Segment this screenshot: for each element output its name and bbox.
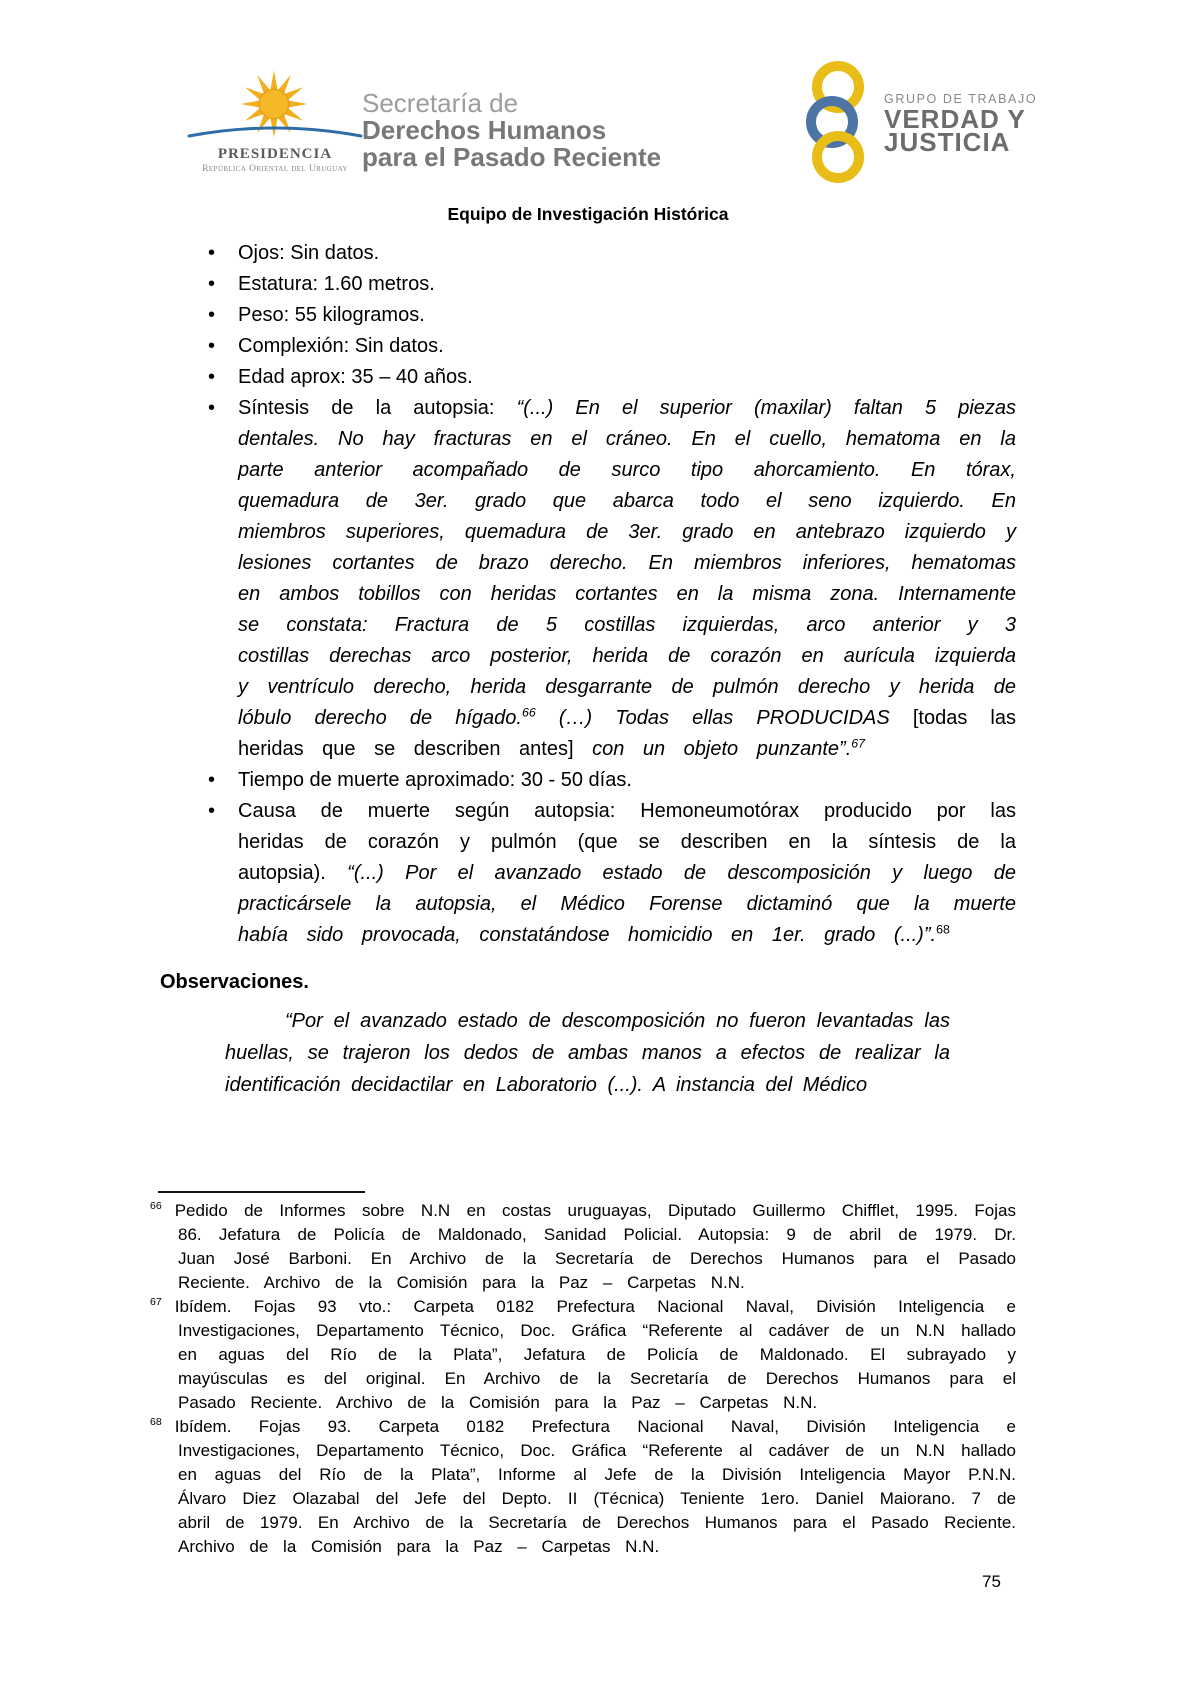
footnote-separator xyxy=(158,1191,365,1193)
presidencia-name: PRESIDENCIA xyxy=(217,146,333,162)
footnote-text: Ibídem. Fojas 93 vto.: Carpeta 0182 Prefectura Nacional Naval, División Inteligencia e Investigaciones, Departamento Técnico, Doc. Gráfica “Referente al cadáver de un N.N hallado en aguas del Río de la Plata”, Jefatura de Policía de Maldonado. El subrayado y mayúsculas es del original. En Archivo de la Secretaría de Derechos Humanos para el Pasado Reciente. Archivo de la Comisión para la Paz – Carpetas N.N. xyxy=(174,1297,1016,1412)
bullet-item: • Estatura: 1.60 metros. xyxy=(160,269,1016,300)
secretaria-wordmark xyxy=(362,90,692,171)
bullet-item: • Edad aprox: 35 – 40 años. xyxy=(160,362,1016,393)
bullet-item: • Peso: 55 kilogramos. xyxy=(160,300,1016,331)
presidencia-logo xyxy=(185,60,365,190)
attribute-list xyxy=(160,238,1016,951)
grupo-line1: GRUPO DE TRABAJO xyxy=(884,92,1038,106)
observations-paragraph: “Por el avanzado estado de descomposición no fueron levantadas las huellas, se trajeron los dedos de ambas manos a efectos de realizar la identificación decidactilar en Laboratorio (...). A instancia del Médico xyxy=(225,1010,950,1096)
footnote-text: Pedido de Informes sobre N.N en costas uruguayas, Diputado Guillermo Chifflet, 1995. Fojas 86. Jefatura de Policía de Maldonado, Sanidad Policial. Autopsia: 9 de abril de 1979. Dr. Juan José Barboni. En Archivo de la Secretaría de Derechos Humanos para el Pasado Reciente. Archivo de la Comisión para la Paz – Carpetas N.N. xyxy=(174,1201,1016,1292)
footnote xyxy=(150,1199,1016,1295)
bullet-item: • Causa de muerte según autopsia: Hemoneumotórax producido por las heridas de corazón y pulmón (que se describen en la síntesis de la autopsia). “(...) Por el avanzado estado de descomposición y luego de practicársele la autopsia, el Médico Forense dictaminó que la muerte había sido provocada, constatándose homicidio en 1er. grado (...)”.$^{68}$ xyxy=(160,796,1016,951)
chain-rings-icon xyxy=(804,60,868,186)
grupo-line3: JUSTICIA xyxy=(884,127,1011,157)
horizon-arc-icon xyxy=(185,118,365,143)
grupo-wordmark xyxy=(884,92,1104,157)
bullet-item: • Ojos: Sin datos. xyxy=(160,238,1016,269)
observations-heading: Observaciones. xyxy=(160,971,309,993)
secretaria-line2: Derechos Humanos xyxy=(362,115,607,145)
content-column xyxy=(160,203,1016,1101)
page-number: 75 xyxy=(982,1572,1001,1591)
footnote-number: 66 xyxy=(150,1200,162,1213)
secretaria-line3: para el Pasado Reciente xyxy=(362,142,662,172)
grupo-line2: VERDAD Y xyxy=(884,104,1026,134)
bullet-item: • Síntesis de la autopsia: “(...) En el superior (maxilar) faltan 5 piezas dentales. No hay fracturas en el cráneo. En el cuello, hematoma en la parte anterior acompañado de surco tipo ahorcamiento. En tórax, quemadura de 3er. grado que abarca todo el seno izquierdo. En miembros superiores, quemadura de 3er. grado en antebrazo izquierdo y lesiones cortantes de brazo derecho. En miembros inferiores, hematomas en ambos tobillos con heridas cortantes en la misma zona. Internamente se constata: Fractura de 5 costillas izquierdas, arco anterior y 3 costillas derechas arco posterior, herida de corazón en aurícula izquierda y ventrículo derecho, herida desgarrante de pulmón derecho y herida de lóbulo derecho de hígado.$^{66}$ (…) Todas ellas PRODUCIDAS [todas las heridas que se describen antes] con un objeto punzante”.$^{67}$ xyxy=(160,393,1016,765)
bullet-item: • Tiempo de muerte aproximado: 30 - 50 días. xyxy=(160,765,1016,796)
secretaria-line1: Secretaría de xyxy=(362,88,519,118)
footnote xyxy=(150,1295,1016,1415)
footnote-number: 68 xyxy=(150,1416,162,1429)
footnote xyxy=(150,1415,1016,1559)
footnotes xyxy=(150,1199,1016,1559)
presidencia-subtitle: República Oriental del Uruguay xyxy=(202,164,348,174)
footnote-text: Ibídem. Fojas 93. Carpeta 0182 Prefectura Nacional Naval, División Inteligencia e Investigaciones, Departamento Técnico, Doc. Gráfica “Referente al cadáver de un N.N hallado en aguas del Río de la Plata”, Informe al Jefe de la División Inteligencia Mayor P.N.N. Álvaro Diez Olazabal del Jefe del Depto. II (Técnica) Teniente 1ero. Daniel Maiorano. 7 de abril de 1979. En Archivo de la Secretaría de Derechos Humanos para el Pasado Reciente. Archivo de la Comisión para la Paz – Carpetas N.N. xyxy=(174,1417,1016,1556)
footnote-number: 67 xyxy=(150,1296,162,1309)
section-title: Equipo de Investigación Histórica xyxy=(447,204,729,224)
bullet-item: • Complexión: Sin datos. xyxy=(160,331,1016,362)
